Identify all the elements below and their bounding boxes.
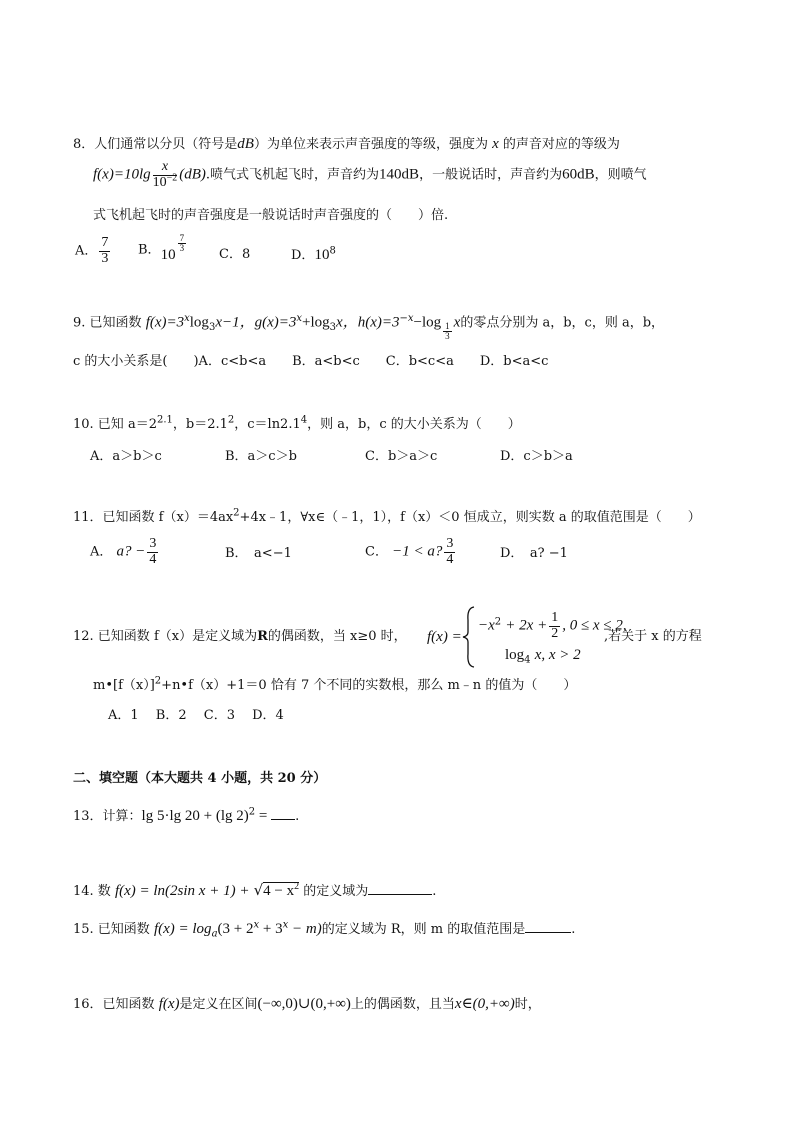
q15-line: 15. 已知函数 $f(x) = \log_a(3 + 2^x + 3^x - m)$的定义域为 R，则 m 的取值范围是 . (73, 919, 576, 940)
q12-piecewise-brace (462, 606, 476, 668)
q10-option-a[interactable]: A．a＞b＞c (90, 449, 162, 464)
q8-option-b[interactable]: B．10 $\frac{7}{3}$ (138, 233, 185, 264)
q8-option-d[interactable]: D．$10^8$ (291, 245, 336, 263)
q14-line: 14. 数 f(x) = ln(2sin $x + 1) + √4 - x^2$ 的定义域为 . (73, 881, 437, 899)
q11-line1: 11．已知函数 $f(x)=4ax^2+4x﹣1$，∀x∈（﹣1，1），f（x）＜0 恒成立，则实数 a 的取值范围是（ ） (73, 507, 701, 525)
q9-line2: c 的大小关系是( )A．c<b<a B．a<b<c C．b<c<a D．b<a<c (73, 354, 549, 369)
q8-fraction: $\frac{x}{10^{-2}}$ (152, 159, 178, 190)
q12-line1-tail: ,若关于 x 的方程 (604, 629, 702, 644)
q12-piece-2: $\log_4 x$, x > 2 (505, 647, 581, 666)
q8-line3: 式飞机起飞时的声音强度是一般说话时声音强度的（ ）倍. (93, 208, 449, 223)
section-2-heading: 二、填空题（本大题共 4 小题，共 20 分） (73, 771, 327, 786)
q12-line2: $m•[f(x)]^2+n•f(x)+1=0$ 恰有 7 个不同的实数根，那么 m﹣n 的值为（ ） (93, 675, 577, 693)
q12-options[interactable]: A．1 B．2 C．3 D．4 (108, 708, 284, 723)
q10-option-b[interactable]: B．a＞c＞b (225, 449, 297, 464)
q11-option-b[interactable]: B． a<−1 (225, 546, 292, 561)
q9-line1: 9. 已知函数 $f(x)=3^x\log_3x-1$，$g(x)=3^x+\log_3x$，$h(x)=3^{-x}-\log$ $\frac{1}{3}$ x的零点分别为 a，b，c，则 a，b， (73, 313, 665, 342)
q16-line: 16．已知函数 f(x)是定义在区间(−∞,0)∪(0,+∞)上的偶函数，且当x∈(0,+∞)时， (73, 996, 541, 1012)
q15-answer-blank[interactable] (525, 920, 571, 933)
q8-line1: 8．人们通常以分贝（符号是dB）为单位来表示声音强度的等级，强度为 x 的声音对应的等级为 (73, 136, 620, 152)
q11-option-d[interactable]: D． a? −1 (500, 546, 568, 561)
q10-line1: 10. 已知 $a=2^{2.1}$，$b=2.1^2$，$c=\ln 2.1^4$，则 a，b，c 的大小关系为（ ） (73, 414, 521, 432)
q12-piece-1: $-x^2 + 2x$ + $\frac{1}{2}$ , 0 ≤ x ≤ 2, (478, 610, 627, 641)
q10-option-c[interactable]: C．b＞a＞c (365, 449, 438, 464)
q12-line1-lead: 12. 已知函数 f（x）是定义域为R的偶函数，当 x≥0 时， (73, 629, 407, 644)
q10-option-d[interactable]: D．c＞b＞a (500, 449, 573, 464)
q11-option-c[interactable]: C． −1 < a? $\frac{3}{4}$ (365, 536, 454, 567)
q12-fx: f(x) = (427, 629, 462, 645)
q13-line: 13．计算：lg 5·lg 20 + (lg 2)$^2$ = . (73, 806, 300, 824)
q13-answer-blank[interactable] (271, 807, 295, 820)
q14-answer-blank[interactable] (368, 882, 432, 895)
q8-option-a[interactable]: A． $\frac{7}{3}$ (75, 235, 109, 266)
q11-option-a[interactable]: A． a? − $\frac{3}{4}$ (90, 536, 157, 567)
q8-option-c[interactable]: C．8 (219, 247, 251, 262)
q8-line2: f(x)=10lg $\frac{x}{10^{-2}}$ (dB).喷气式飞机起飞时，声音约为140dB，一般说话时，声音约为60dB，则喷气 (93, 159, 647, 190)
